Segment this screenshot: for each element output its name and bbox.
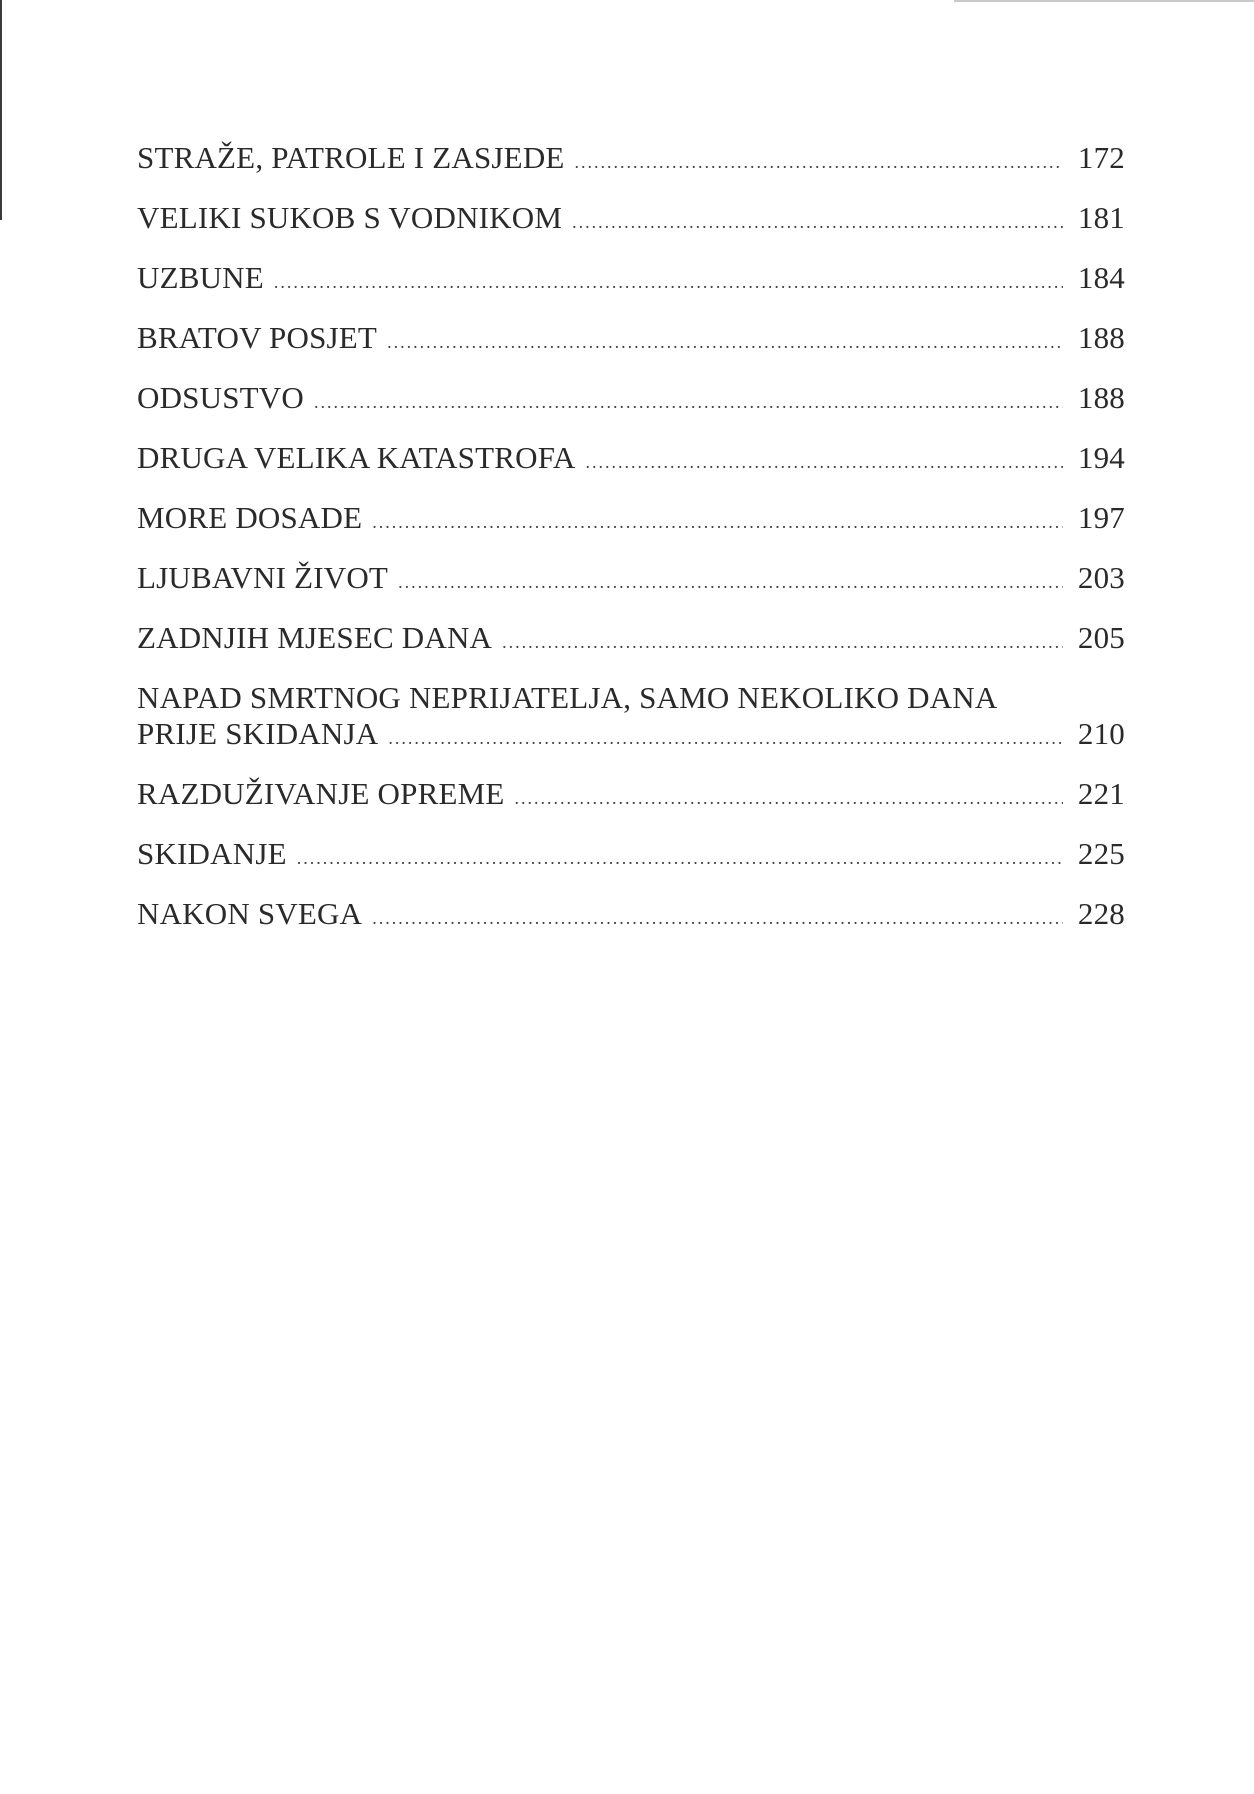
toc-entry[interactable]	[137, 500, 1125, 536]
toc-entry[interactable]	[137, 140, 1125, 176]
toc-entry-title: LJUBAVNI ŽIVOT	[137, 560, 389, 595]
toc-dot-leader	[387, 324, 1063, 360]
toc-entry[interactable]	[137, 776, 1125, 812]
toc-entry[interactable]	[137, 320, 1125, 356]
toc-entry-title: UZBUNE	[137, 260, 264, 295]
toc-entry[interactable]	[137, 896, 1125, 932]
toc-entry-page: 210	[1077, 716, 1125, 751]
toc-dot-leader	[314, 384, 1063, 420]
toc-entry-title-line1: NAPAD SMRTNOG NEPRIJATELJA, SAMO NEKOLIKO DANA	[137, 680, 998, 715]
toc-entry-title-line2: PRIJE SKIDANJA	[137, 716, 379, 751]
toc-entry-title: SKIDANJE	[137, 836, 287, 871]
toc-entry-page: 184	[1077, 260, 1125, 295]
toc-entry-page: 197	[1077, 500, 1125, 535]
toc-entry-title: RAZDUŽIVANJE OPREME	[137, 776, 505, 811]
toc-dot-leader	[372, 504, 1063, 540]
toc-entry-page: 172	[1077, 140, 1125, 175]
toc-dot-leader	[502, 624, 1063, 660]
toc-entry[interactable]	[137, 680, 1125, 752]
toc-entry-page: 188	[1077, 380, 1125, 415]
toc-dot-leader	[372, 900, 1063, 936]
toc-entry-title: NAKON SVEGA	[137, 896, 363, 931]
toc-dot-leader	[572, 204, 1063, 240]
toc-dot-leader	[388, 720, 1063, 756]
scan-edge-top	[954, 0, 1254, 2]
toc-entry-page: 221	[1077, 776, 1125, 811]
toc-entry[interactable]	[137, 260, 1125, 296]
toc-entry-page: 228	[1077, 896, 1125, 931]
table-of-contents	[137, 140, 1125, 956]
toc-entry[interactable]	[137, 440, 1125, 476]
toc-entry[interactable]	[137, 200, 1125, 236]
toc-entry-page: 225	[1077, 836, 1125, 871]
toc-entry[interactable]	[137, 380, 1125, 416]
toc-entry-page: 181	[1077, 200, 1125, 235]
toc-entry-title: STRAŽE, PATROLE I ZASJEDE	[137, 140, 565, 175]
toc-entry-title: MORE DOSADE	[137, 500, 363, 535]
toc-entry-title: BRATOV POSJET	[137, 320, 378, 355]
toc-entry-title: DRUGA VELIKA KATASTROFA	[137, 440, 576, 475]
toc-dot-leader	[585, 444, 1063, 480]
toc-entry-title: VELIKI SUKOB S VODNIKOM	[137, 200, 563, 235]
toc-entry[interactable]	[137, 560, 1125, 596]
scan-edge-left	[0, 0, 2, 220]
toc-entry-page: 194	[1077, 440, 1125, 475]
toc-entry-title: ZADNJIH MJESEC DANA	[137, 620, 493, 655]
toc-entry-title: ODSUSTVO	[137, 380, 304, 415]
toc-dot-leader	[297, 840, 1063, 876]
toc-entry-page: 188	[1077, 320, 1125, 355]
toc-dot-leader	[515, 780, 1064, 816]
toc-dot-leader	[575, 144, 1063, 180]
toc-dot-leader	[274, 264, 1063, 300]
toc-entry-page: 205	[1077, 620, 1125, 655]
toc-dot-leader	[398, 564, 1063, 600]
toc-entry[interactable]	[137, 620, 1125, 656]
toc-entry-page: 203	[1077, 560, 1125, 595]
toc-entry[interactable]	[137, 836, 1125, 872]
